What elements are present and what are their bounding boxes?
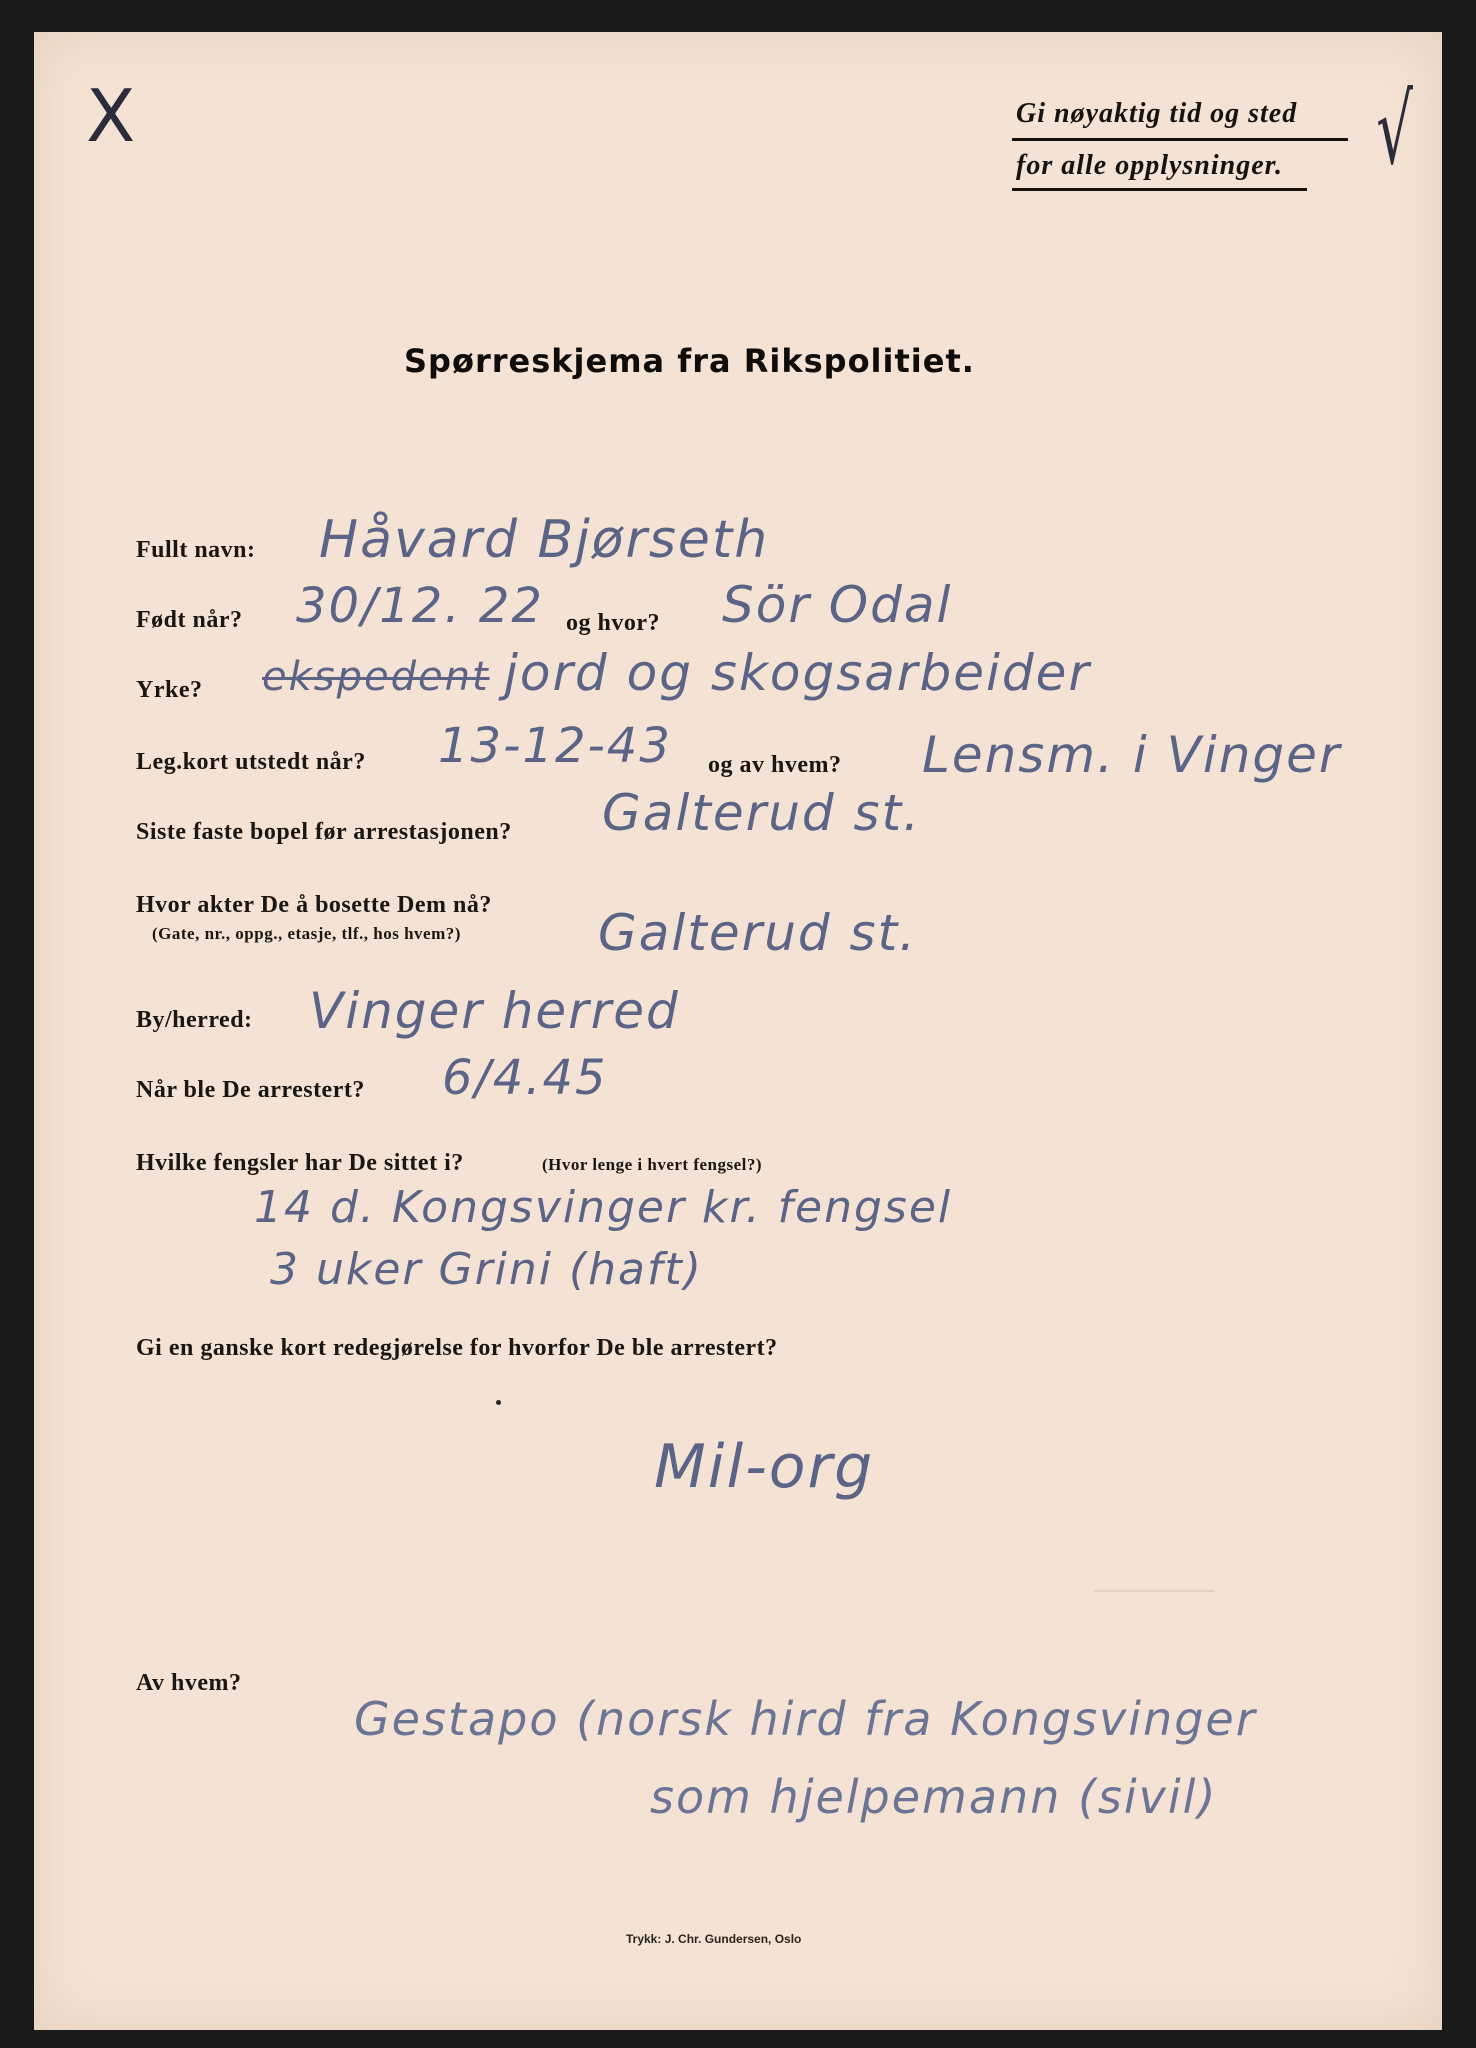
value-arrestert-nar: 6/4.45 [442,1050,608,1106]
value-siste-bopel: Galterud st. [602,784,922,842]
printer-footer: Trykk: J. Chr. Gundersen, Oslo [626,1932,802,1946]
label-fullt-navn: Fullt navn: [136,537,256,563]
label-bosette: Hvor akter De å bosette Dem nå? [136,892,492,918]
value-fodt-nar: 30/12. 22 [296,578,544,634]
value-yrke-struck: ekspedent [262,654,490,700]
bleed-through-mark [1094,1590,1214,1592]
label-by-herred: By/herred: [136,1007,253,1033]
value-hvorfor: Mil-org [654,1432,875,1502]
label-yrke: Yrke? [136,677,203,703]
value-fullt-navn: Håvard Bjørseth [319,510,770,570]
label-av-hvem: Av hvem? [136,1670,242,1696]
value-av-hvem-line-1: Gestapo (norsk hird fra Kongsvinger [354,1692,1257,1746]
check-mark: √ [1376,74,1413,186]
value-leg-kort: 13-12-43 [438,718,672,774]
value-fengsler-line-1: 14 d. Kongsvinger kr. fengsel [254,1182,953,1233]
label-leg-kort: Leg.kort utstedt når? [136,749,366,775]
value-by-herred: Vinger herred [309,982,680,1040]
value-av-hvem-line-2: som hjelpemann (sivil) [650,1770,1218,1824]
value-bosette: Galterud st. [598,904,918,962]
label-fengsler: Hvilke fengsler har De sittet i? [136,1150,464,1176]
value-fengsler-line-2: 3 uker Grini (haft) [270,1244,703,1295]
notice-underline-1 [1012,138,1348,141]
label-siste-bopel: Siste faste bopel før arrestasjonen? [136,819,512,845]
label-hvorfor: Gi en ganske kort redegjørelse for hvorfor De ble arrestert? [136,1335,778,1361]
value-og-av-hvem: Lensm. i Vinger [922,726,1342,784]
value-yrke: jord og skogsarbeider [504,644,1091,702]
notice-line-2: for alle opplysninger. [1016,150,1284,181]
sublabel-bosette: (Gate, nr., oppg., etasje, tlf., hos hvem?) [152,924,461,943]
label-arrestert-nar: Når ble De arrestert? [136,1077,365,1103]
sublabel-fengsler: (Hvor lenge i hvert fengsel?) [542,1155,763,1174]
document-sheet [34,32,1442,2030]
notice-underline-2 [1012,188,1307,191]
label-og-av-hvem: og av hvem? [708,752,842,778]
notice-line-1: Gi nøyaktig tid og sted [1016,98,1298,129]
value-og-hvor: Sör Odal [722,576,953,634]
cross-mark: X [86,74,136,158]
page-title: Spørreskjema fra Rikspolitiet. [404,342,975,380]
label-fodt-nar: Født når? [136,607,243,633]
ink-dot [496,1400,501,1405]
label-og-hvor: og hvor? [566,610,660,636]
